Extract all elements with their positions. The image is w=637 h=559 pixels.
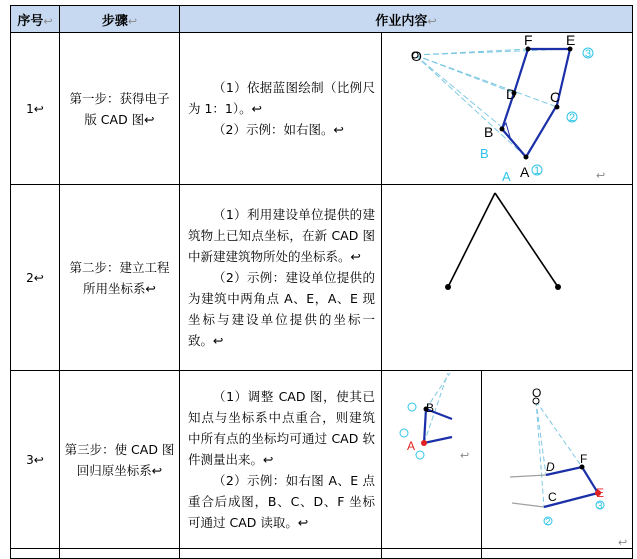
marker-3: 3 xyxy=(597,501,603,512)
marker-2: 2 xyxy=(569,112,576,124)
point-f-label: F xyxy=(524,33,533,48)
row-number: 3↩ xyxy=(11,371,60,549)
marker-b: B xyxy=(480,146,489,161)
header-content: 作业内容↩ xyxy=(180,6,633,33)
aligned-points-figure xyxy=(382,371,482,549)
content-paragraph: （1）依据蓝图绘制（比例尺为 1：1）。↩ xyxy=(188,80,375,116)
point-d-label: D xyxy=(506,86,517,102)
content-paragraph: （1）利用建设单位提供的建筑物上已知点坐标，在新 CAD 图中新建建筑物所处的坐标系。↩ xyxy=(188,207,375,264)
marker-3: 3 xyxy=(585,48,592,60)
row-number: 1↩ xyxy=(11,33,60,185)
step-name: 第三步：使 CAD 图回归原坐标系↩ xyxy=(60,371,180,549)
point-c-label: C xyxy=(550,89,561,105)
point-c-label: C xyxy=(548,490,557,504)
figure-cell xyxy=(382,33,633,185)
content-paragraph: （2）示例：如右图 A、E 点重合后成图，B、C、D、F 坐标可通过 CAD 读取。↩ xyxy=(188,473,375,530)
coordinate-system-figure xyxy=(382,185,633,371)
point-a-label: A xyxy=(520,164,530,180)
cad-plan-figure xyxy=(382,33,633,185)
point-b-label: B xyxy=(426,401,435,415)
header-no: 序号↩ xyxy=(11,6,60,33)
table-row xyxy=(11,33,633,185)
paragraph-mark: ↩ xyxy=(618,536,628,549)
point-o-label: O xyxy=(411,48,422,64)
work-content xyxy=(180,371,382,549)
figure-cell-right xyxy=(482,371,633,549)
point-f-label: F xyxy=(580,452,588,466)
table-header-row xyxy=(11,6,633,33)
point-a-label: A xyxy=(407,439,416,453)
work-table xyxy=(10,5,632,559)
content-paragraph: （1）调整 CAD 图，使其已知点与坐标系中点重合，则建筑中所有点的坐标均可通过 CAD 软件测量出来。↩ xyxy=(188,389,375,467)
table-row xyxy=(11,185,633,371)
point-e-label: E xyxy=(566,33,576,48)
row-number: 2↩ xyxy=(11,185,60,371)
paragraph-mark: ↩ xyxy=(596,169,606,182)
work-content xyxy=(180,33,382,185)
content-paragraph: （2）示例：如右图。↩ xyxy=(213,122,344,137)
content-paragraph: （2）示例：建设单位提供的为建筑中两角点 A、E，A、E 现坐标与建设单位提供的坐标一致。↩ xyxy=(188,270,375,348)
point-b-label: B xyxy=(484,124,494,140)
point-e-label: E xyxy=(596,486,605,500)
figure-cell xyxy=(382,185,633,371)
cad-readout-figure xyxy=(482,371,633,549)
header-step: 步骤↩ xyxy=(60,6,180,33)
step-name: 第一步：获得电子版 CAD 图↩ xyxy=(60,33,180,185)
marker-a: A xyxy=(502,169,511,184)
step-name: 第二步：建立工程所用坐标系↩ xyxy=(60,185,180,371)
work-content xyxy=(180,185,382,371)
figure-cell-left xyxy=(382,371,482,549)
point-o-label: O xyxy=(532,386,542,400)
table-row-partial xyxy=(11,549,633,559)
point-d-label: D xyxy=(546,460,555,474)
table-row xyxy=(11,371,633,549)
marker-2: 2 xyxy=(545,517,551,528)
paragraph-mark: ↩ xyxy=(460,449,470,462)
marker-1: 1 xyxy=(534,165,541,177)
